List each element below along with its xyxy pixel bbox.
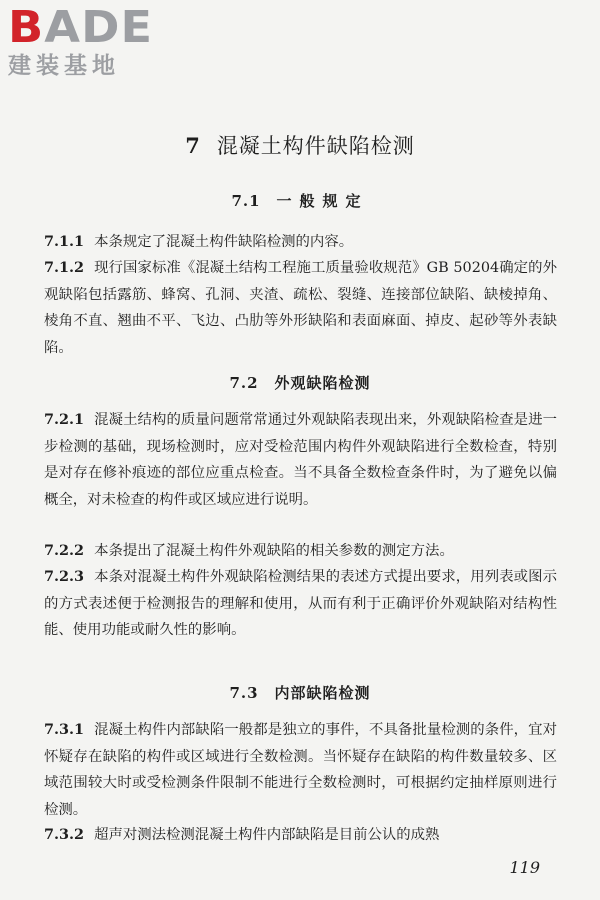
clause-7-1-2 <box>44 255 557 361</box>
section-title-text: 外观缺陷检测 <box>274 374 371 392</box>
section-number: 7.1 <box>231 192 261 210</box>
chapter-title-text: 混凝土构件缺陷检测 <box>216 134 415 158</box>
clause-7-2-3 <box>44 564 557 644</box>
clause-7-2-1 <box>44 407 557 513</box>
logo <box>8 4 176 84</box>
logo-subtitle: 建装基地 <box>8 53 120 79</box>
clause-text: 混凝土构件内部缺陷一般都是独立的事件，不具备批量检测的条件，宜对怀疑存在缺陷的构件或区域进行全数检测。当怀疑存在缺陷的构件数量较多、区域范围较大时或受检测条件限制不能进行全数检测时，可根据约定抽样原则进行检测。 <box>44 722 557 818</box>
clause-number: 7.3.2 <box>44 826 85 843</box>
clause-7-2-2 <box>44 538 557 565</box>
clause-number: 7.3.1 <box>44 721 85 738</box>
section-number: 7.2 <box>229 374 259 392</box>
clause-number: 7.1.2 <box>44 259 85 276</box>
clause-text: 现行国家标准《混凝土结构工程施工质量验收规范》GB 50204确定的外观缺陷包括露筋、蜂窝、孔洞、夹渣、疏松、裂缝、连接部位缺陷、缺棱掉角、棱角不直、翘曲不平、飞边、凸肋等外形缺陷和表面麻面、掉皮、起砂等外表缺陷。 <box>44 260 557 356</box>
clause-7-3-1 <box>44 717 557 823</box>
clause-text: 本条规定了混凝土构件缺陷检测的内容。 <box>94 234 354 250</box>
clause-number: 7.1.1 <box>44 233 85 250</box>
clause-text: 混凝土结构的质量问题常常通过外观缺陷表现出来，外观缺陷检查是进一步检测的基础，现场检测时，应对受检范围内构件外观缺陷进行全数检查，特别是对存在修补痕迹的部位应重点检查。当不具备全数检查条件时，为了避免以偏概全，对未检查的构件或区域应进行说明。 <box>44 412 557 508</box>
clause-text: 本条提出了混凝土构件外观缺陷的相关参数的测定方法。 <box>94 543 454 559</box>
clause-text: 超声对测法检测混凝土构件内部缺陷是目前公认的成熟 <box>94 827 440 843</box>
chapter-title <box>0 130 600 160</box>
section-title-text: 内部缺陷检测 <box>274 684 371 702</box>
logo-wordmark <box>8 4 184 52</box>
section-title-7-3 <box>0 682 600 703</box>
clause-7-3-2 <box>44 822 557 849</box>
clause-number: 7.2.2 <box>44 542 85 559</box>
chapter-number: 7 <box>185 133 201 158</box>
section-number: 7.3 <box>229 684 259 702</box>
logo-accent-letter: B <box>8 2 45 53</box>
clause-number: 7.2.1 <box>44 411 85 428</box>
logo-word-rest: ADE <box>44 2 154 53</box>
section-title-7-2 <box>0 372 600 393</box>
section-title-text: 一般规定 <box>276 192 369 210</box>
clause-7-1-1 <box>44 229 557 256</box>
clause-number: 7.2.3 <box>44 568 85 585</box>
section-title-7-1 <box>0 190 600 211</box>
page-number: 119 <box>509 858 540 877</box>
clause-text: 本条对混凝土构件外观缺陷检测结果的表述方式提出要求，用列表或图示的方式表述便于检测报告的理解和使用，从而有利于正确评价外观缺陷对结构性能、使用功能或耐久性的影响。 <box>44 569 557 638</box>
